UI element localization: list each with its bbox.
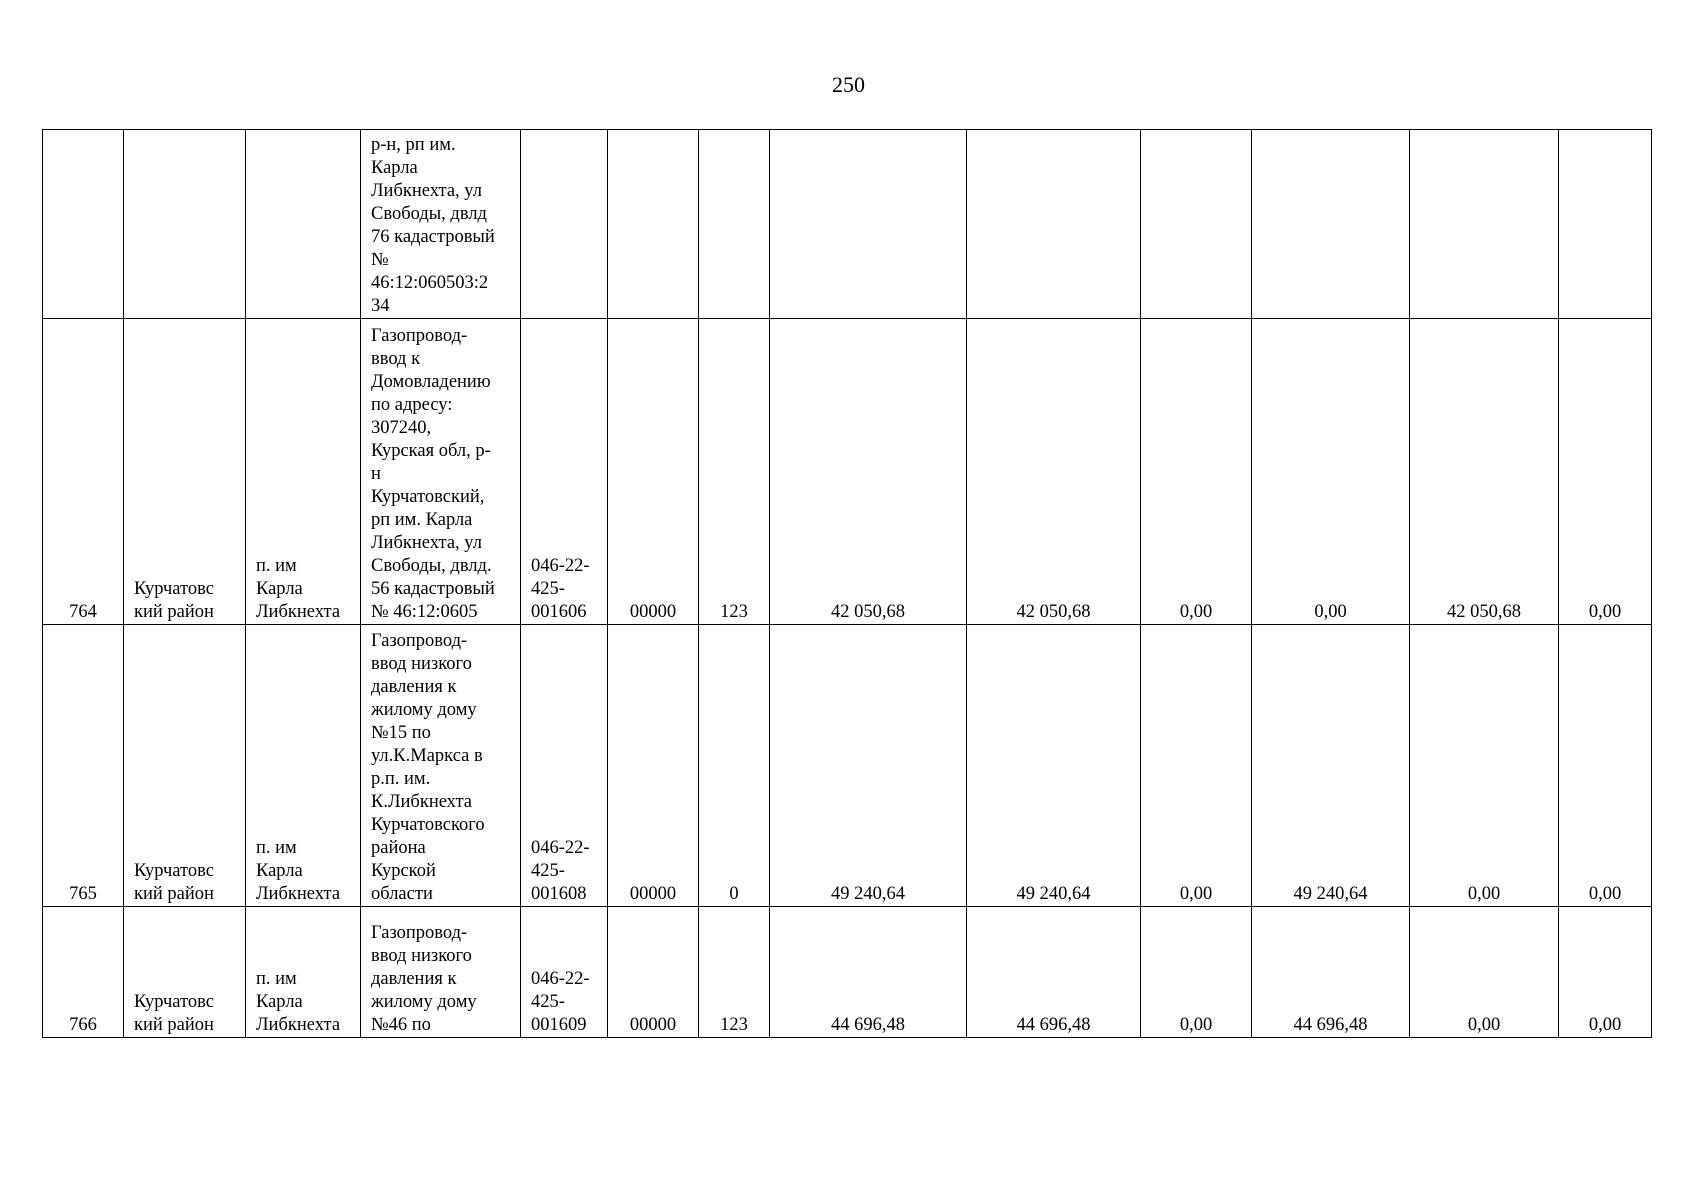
value-cell-3: 0,00 <box>1141 907 1252 1038</box>
value-cell-5: 42 050,68 <box>1410 319 1559 625</box>
value-cell-3: 0,00 <box>1141 319 1252 625</box>
value-cell-6: 0,00 <box>1559 907 1652 1038</box>
description-cell: Газопровод- ввод к Домовладению по адресу: 307240, Курская обл, р- н Курчатовский, рп им. Карла Либкнехта, ул Свободы, двлд. 56 кадастровый № 46:12:0605 <box>361 319 521 625</box>
district-cell: Курчатовс кий район <box>124 907 246 1038</box>
quantity-cell: 123 <box>699 319 770 625</box>
value-cell-6: 0,00 <box>1559 625 1652 907</box>
code-cell: 00000 <box>608 319 699 625</box>
registry-table <box>42 129 1652 1038</box>
value-cell-2: 42 050,68 <box>967 319 1141 625</box>
settlement-cell: п. им Карла Либкнехта <box>246 319 361 625</box>
inventory-number-cell <box>521 130 608 319</box>
value-cell-2: 44 696,48 <box>967 907 1141 1038</box>
row-number-cell: 765 <box>43 625 124 907</box>
value-cell-5 <box>1410 130 1559 319</box>
value-cell-2: 49 240,64 <box>967 625 1141 907</box>
quantity-cell: 0 <box>699 625 770 907</box>
value-cell-5: 0,00 <box>1410 907 1559 1038</box>
value-cell-4: 49 240,64 <box>1252 625 1410 907</box>
description-cell: Газопровод- ввод низкого давления к жилому дому №15 по ул.К.Маркса в р.п. им. К.Либкнехта Курчатовского района Курской области <box>361 625 521 907</box>
row-number-cell <box>43 130 124 319</box>
value-cell-4: 44 696,48 <box>1252 907 1410 1038</box>
value-cell-4 <box>1252 130 1410 319</box>
code-cell: 00000 <box>608 907 699 1038</box>
row-number-cell: 764 <box>43 319 124 625</box>
district-cell: Курчатовс кий район <box>124 319 246 625</box>
district-cell <box>124 130 246 319</box>
value-cell-1 <box>770 130 967 319</box>
value-cell-1: 42 050,68 <box>770 319 967 625</box>
settlement-cell <box>246 130 361 319</box>
value-cell-2 <box>967 130 1141 319</box>
value-cell-5: 0,00 <box>1410 625 1559 907</box>
value-cell-1: 44 696,48 <box>770 907 967 1038</box>
description-cell: р-н, рп им. Карла Либкнехта, ул Свободы, двлд 76 кадастровый № 46:12:060503:2 34 <box>361 130 521 319</box>
value-cell-1: 49 240,64 <box>770 625 967 907</box>
table-row <box>43 907 1652 1038</box>
value-cell-6 <box>1559 130 1652 319</box>
district-cell: Курчатовс кий район <box>124 625 246 907</box>
row-number-cell: 766 <box>43 907 124 1038</box>
settlement-cell: п. им Карла Либкнехта <box>246 907 361 1038</box>
quantity-cell <box>699 130 770 319</box>
description-cell: Газопровод- ввод низкого давления к жилому дому №46 по <box>361 907 521 1038</box>
settlement-cell: п. им Карла Либкнехта <box>246 625 361 907</box>
page-number: 250 <box>832 72 865 97</box>
value-cell-3: 0,00 <box>1141 625 1252 907</box>
table-row <box>43 319 1652 625</box>
code-cell <box>608 130 699 319</box>
value-cell-6: 0,00 <box>1559 319 1652 625</box>
quantity-cell: 123 <box>699 907 770 1038</box>
value-cell-3 <box>1141 130 1252 319</box>
inventory-number-cell: 046-22- 425- 001606 <box>521 319 608 625</box>
inventory-number-cell: 046-22- 425- 001609 <box>521 907 608 1038</box>
code-cell: 00000 <box>608 625 699 907</box>
table-row <box>43 130 1652 319</box>
value-cell-4: 0,00 <box>1252 319 1410 625</box>
table-row <box>43 625 1652 907</box>
inventory-number-cell: 046-22- 425- 001608 <box>521 625 608 907</box>
